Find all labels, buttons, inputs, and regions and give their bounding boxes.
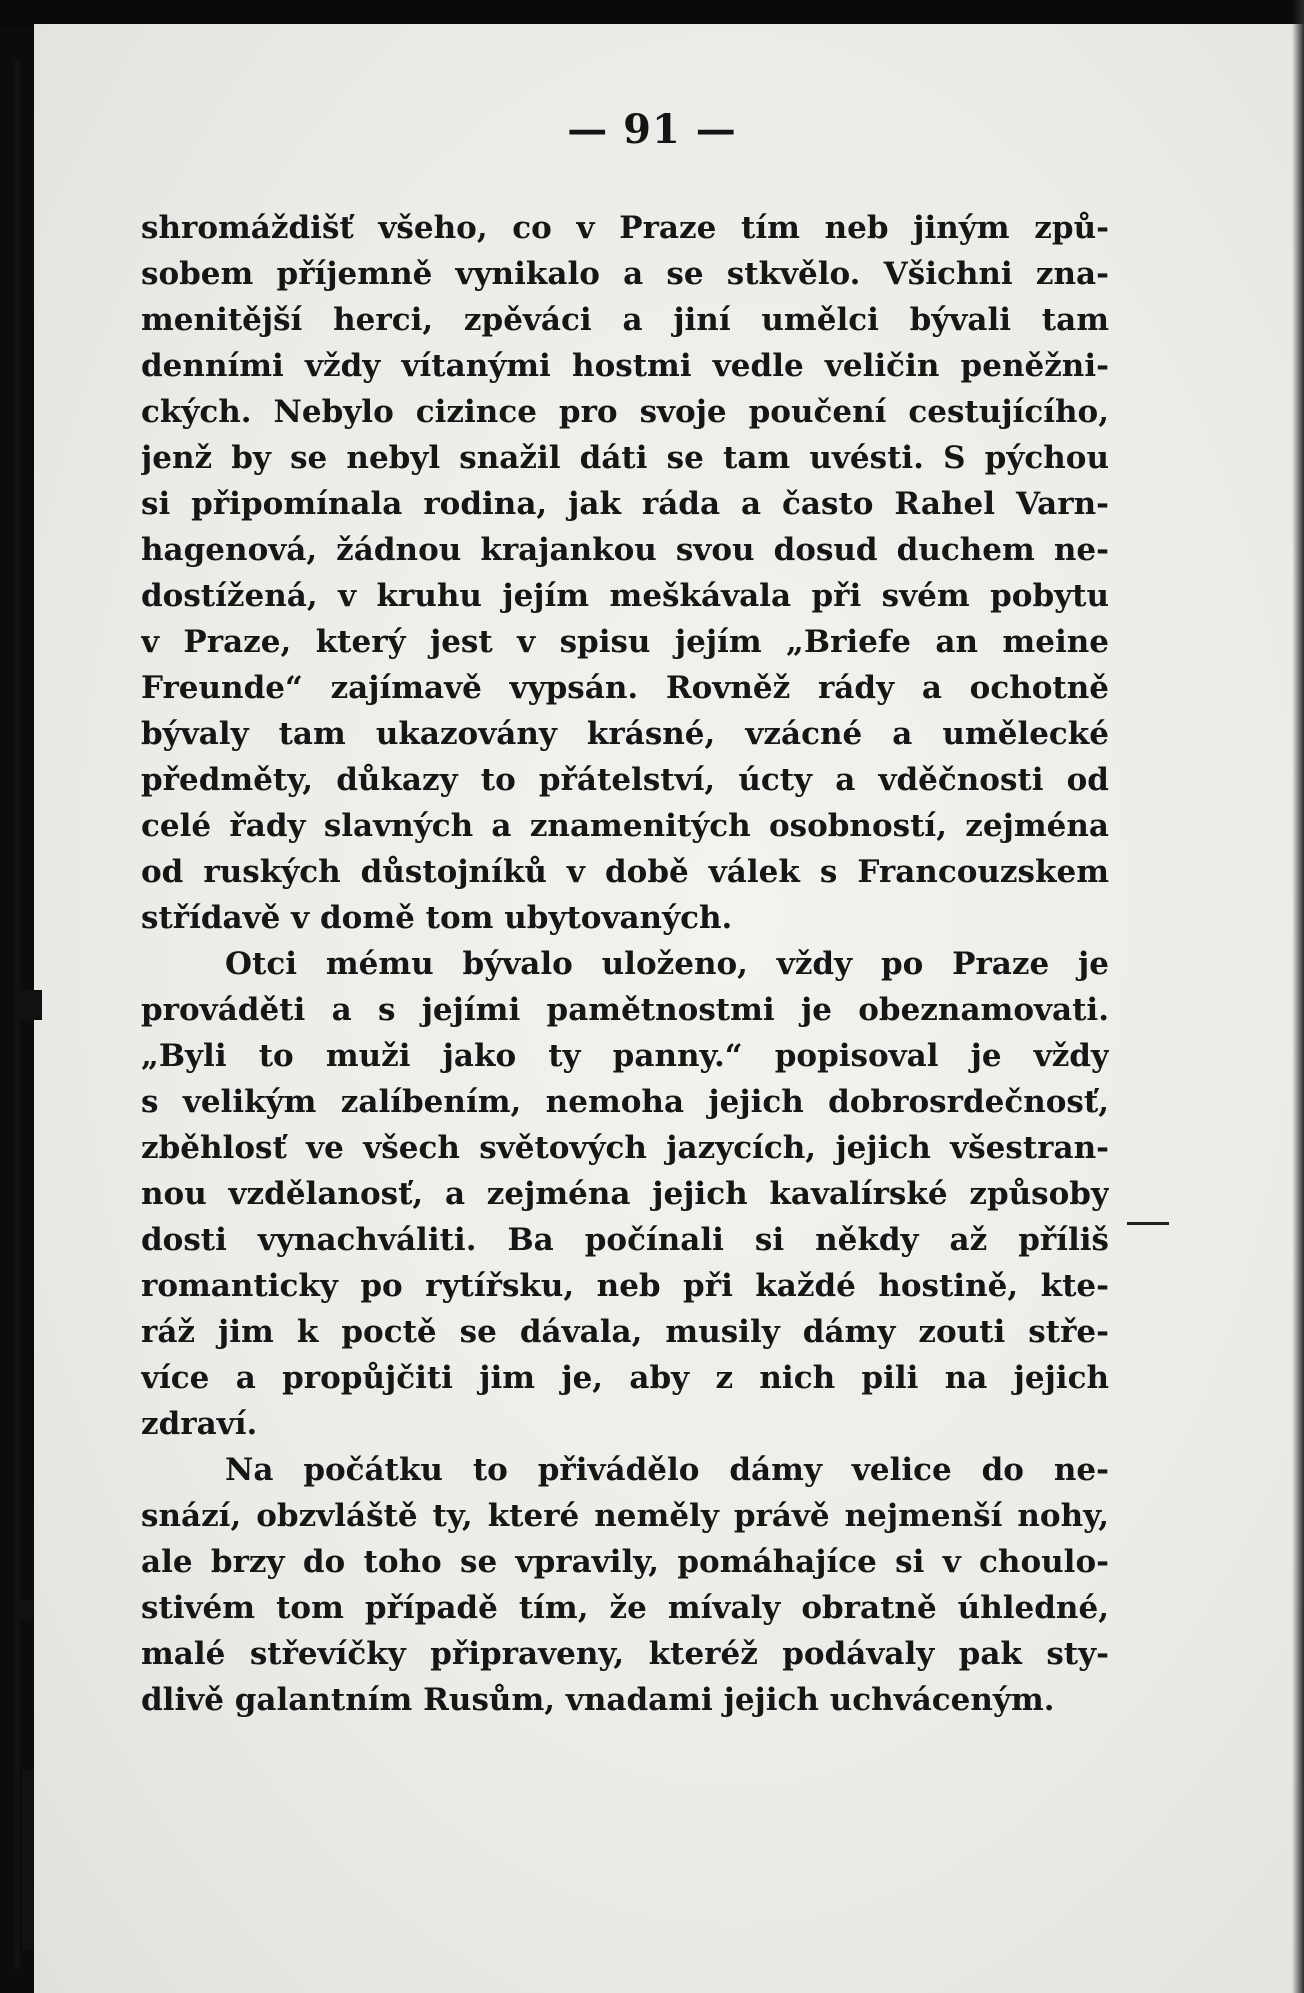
- text-line: dostížená, v kruhu jejím meškávala při svém pobytu: [141, 578, 1109, 614]
- text-line: nou vzdělanosť, a zejména jejich kavalírské způsoby: [141, 1176, 1109, 1212]
- text-line: předměty, důkazy to přátelství, úcty a vděčnosti od: [141, 762, 1109, 798]
- text-line: stivém tom případě tím, že mívaly obratně úhledné,: [141, 1590, 1109, 1626]
- text-line: ckých. Nebylo cizince pro svoje poučení cestujícího,: [141, 394, 1109, 430]
- text-line: bývaly tam ukazovány krásné, vzácné a umělecké: [141, 716, 1109, 752]
- text-line: v Praze, který jest v spisu jejím „Briefe an meine: [141, 624, 1109, 660]
- text-line: celé řady slavných a znamenitých osobností, zejména: [141, 808, 1109, 844]
- page-number: — 91 —: [567, 106, 737, 153]
- text-line: Freunde“ zajímavě vypsán. Rovněž rády a ochotně: [141, 670, 1109, 706]
- text-line: dlivě galantním Rusům, vnadami jejich uchváceným.: [141, 1682, 1055, 1718]
- text-line: si připomínala rodina, jak ráda a často Rahel Varn-: [141, 486, 1109, 522]
- text-line: zdraví.: [141, 1406, 258, 1442]
- text-line: Na počátku to přivádělo dámy velice do ne-: [225, 1452, 1109, 1488]
- body-text: [141, 205, 1109, 1723]
- text-line: střídavě v domě tom ubytovaných.: [141, 900, 733, 936]
- binding-mark: [22, 1770, 34, 1950]
- text-line: prováděti a s jejími pamětnostmi je obeznamovati.: [141, 992, 1109, 1028]
- text-line: romanticky po rytířsku, neb při každé hostině, kte-: [141, 1268, 1109, 1304]
- binding-mark: [20, 1600, 34, 1620]
- margin-dash-mark: [1127, 1222, 1169, 1225]
- scan-right-edge: [1292, 0, 1304, 1993]
- text-line: Otci mému bývalo uloženo, vždy po Praze je: [225, 946, 1109, 982]
- paragraph: [141, 205, 1109, 941]
- text-line: ráž jim k poctě se dávala, musily dámy zouti stře-: [141, 1314, 1109, 1350]
- text-line: jenž by se nebyl snažil dáti se tam uvésti. S pýchou: [141, 440, 1109, 476]
- text-line: dosti vynachváliti. Ba počínali si někdy až příliš: [141, 1222, 1109, 1258]
- text-line: snází, obzvláště ty, které neměly právě nejmenší nohy,: [141, 1498, 1109, 1534]
- text-line: „Byli to muži jako ty panny.“ popisoval je vždy: [141, 1038, 1109, 1074]
- text-line: menitější herci, zpěváci a jiní umělci bývali tam: [141, 302, 1109, 338]
- text-line: více a propůjčiti jim je, aby z nich pili na jejich: [141, 1360, 1109, 1396]
- text-line: malé střevíčky připraveny, kteréž podávaly pak sty-: [141, 1636, 1109, 1672]
- text-line: shromáždišť všeho, co v Praze tím neb jiným způ-: [141, 210, 1109, 246]
- text-line: sobem příjemně vynikalo a se stkvělo. Všichni zna-: [141, 256, 1109, 292]
- text-line: s velikým zalíbením, nemoha jejich dobrosrdečnosť,: [141, 1084, 1109, 1120]
- binding-mark: [20, 990, 42, 1020]
- paragraph: [141, 1447, 1109, 1723]
- text-line: hagenová, žádnou krajankou svou dosud duchem ne-: [141, 532, 1109, 568]
- text-line: od ruských důstojníků v době válek s Francouzskem: [141, 854, 1109, 890]
- paragraph: [141, 941, 1109, 1447]
- text-line: denními vždy vítanými hostmi vedle veličin peněžni-: [141, 348, 1109, 384]
- text-line: ale brzy do toho se vpravily, pomáhajíce si v choulo-: [141, 1544, 1109, 1580]
- text-line: zběhlosť ve všech světových jazycích, jejich všestran-: [141, 1130, 1109, 1166]
